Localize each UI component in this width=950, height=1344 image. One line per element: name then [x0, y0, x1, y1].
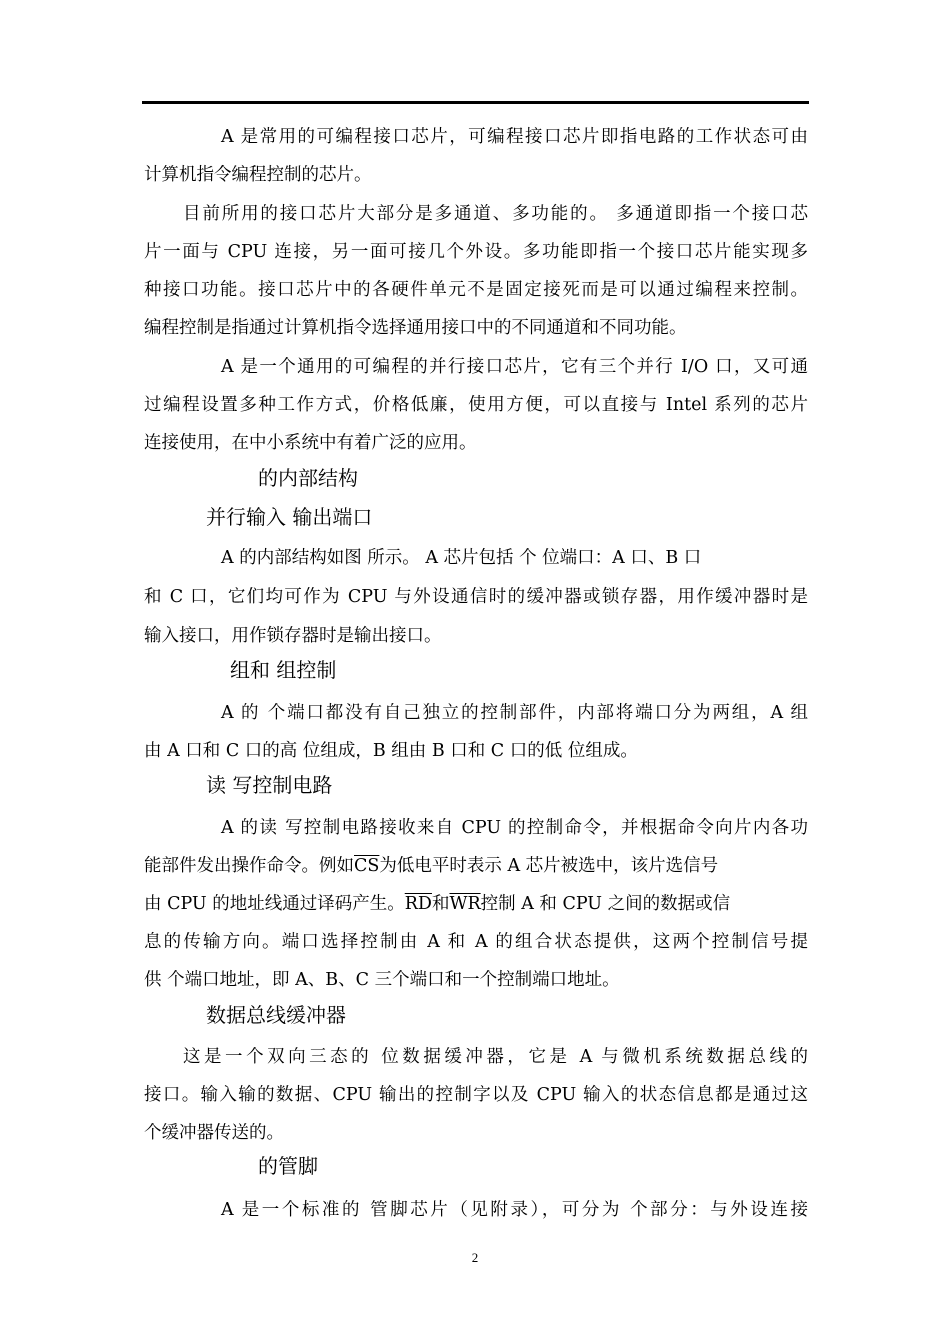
paragraph-line: 这是一个双向三态的 位数据缓冲器，它是 A 与微机系统数据总线的: [183, 1047, 808, 1067]
paragraph-line: 输入接口，用作锁存器时是输出接口。: [144, 626, 442, 646]
rd-signal: $\overline{RD}$: [404, 894, 432, 914]
text-run: 和: [431, 894, 450, 914]
cs-signal: $\overline{CS}$: [354, 856, 380, 876]
paragraph-line: A 是常用的可编程接口芯片，可编程接口芯片即指电路的工作状态可由: [221, 127, 808, 147]
subsection-heading: 组和 组控制: [230, 658, 337, 682]
subsection-heading: 并行输入 输出端口: [206, 505, 373, 529]
paragraph-line: 个缓冲器传送的。: [144, 1123, 284, 1143]
paragraph-line: 种接口功能。接口芯片中的各硬件单元不是固定接死而是可以通过编程来控制。: [144, 280, 808, 300]
paragraph-line: A 的读 写控制电路接收来自 CPU 的控制命令，并根据命令向片内各功: [221, 818, 808, 838]
paragraph-line: 目前所用的接口芯片大部分是多通道、多功能的。 多通道即指一个接口芯: [183, 204, 808, 224]
subsection-heading: 读 写控制电路: [206, 773, 333, 797]
text-run: 能部件发出操作命令。例如: [144, 856, 354, 876]
paragraph-line: [144, 892, 808, 916]
paragraph-line: A 是一个通用的可编程的并行接口芯片，它有三个并行 I/O 口，又可通: [221, 357, 808, 377]
paragraph-line: A 的 个端口都没有自己独立的控制部件，内部将端口分为两组，A 组: [221, 703, 808, 723]
paragraph-line: [144, 854, 808, 878]
paragraph-line: 息的传输方向。端口选择控制由 A 和 A 的组合状态提供，这两个控制信号提: [144, 932, 808, 952]
section-heading: 的内部结构: [258, 466, 358, 490]
paragraph-line: 和 C 口，它们均可作为 CPU 与外设通信时的缓冲器或锁存器，用作缓冲器时是: [144, 587, 808, 607]
header-rule: [142, 101, 809, 104]
paragraph-line: 片一面与 CPU 连接，另一面可接几个外设。多功能即指一个接口芯片能实现多: [144, 242, 808, 262]
section-heading: 的管脚: [258, 1154, 318, 1178]
paragraph-line: 由 A 口和 C 口的高 位组成，B 组由 B 口和 C 口的低 位组成。: [144, 741, 638, 761]
paragraph-line: 过编程设置多种工作方式，价格低廉，使用方便，可以直接与 Intel 系列的芯片: [144, 395, 808, 415]
paragraph-line: 计算机指令编程控制的芯片。: [144, 165, 372, 185]
paragraph-line: 接口。输入输的数据、CPU 输出的控制字以及 CPU 输入的状态信息都是通过这: [144, 1085, 808, 1105]
text-run: 控制 A 和 CPU 之间的数据或信: [480, 894, 731, 914]
paragraph-line: 供 个端口地址，即 A、B、C 三个端口和一个控制端口地址。: [144, 970, 620, 990]
wr-signal: $\overline{WR}$: [449, 894, 481, 914]
paragraph-line: A 的内部结构如图 所示。 A 芯片包括 个 位端口：A 口、B 口: [221, 548, 702, 568]
text-run: 为低电平时表示 A 芯片被选中，该片选信号: [379, 856, 719, 876]
text-run: 由 CPU 的地址线通过译码产生。: [144, 894, 405, 914]
paragraph-line: 连接使用，在中小系统中有着广泛的应用。: [144, 433, 477, 453]
paragraph-line: A 是一个标准的 管脚芯片（见附录），可分为 个部分：与外设连接: [221, 1200, 808, 1220]
page-number: 2: [471, 1250, 479, 1265]
subsection-heading: 数据总线缓冲器: [206, 1003, 346, 1027]
paragraph-line: 编程控制是指通过计算机指令选择通用接口中的不同通道和不同功能。: [144, 318, 687, 338]
